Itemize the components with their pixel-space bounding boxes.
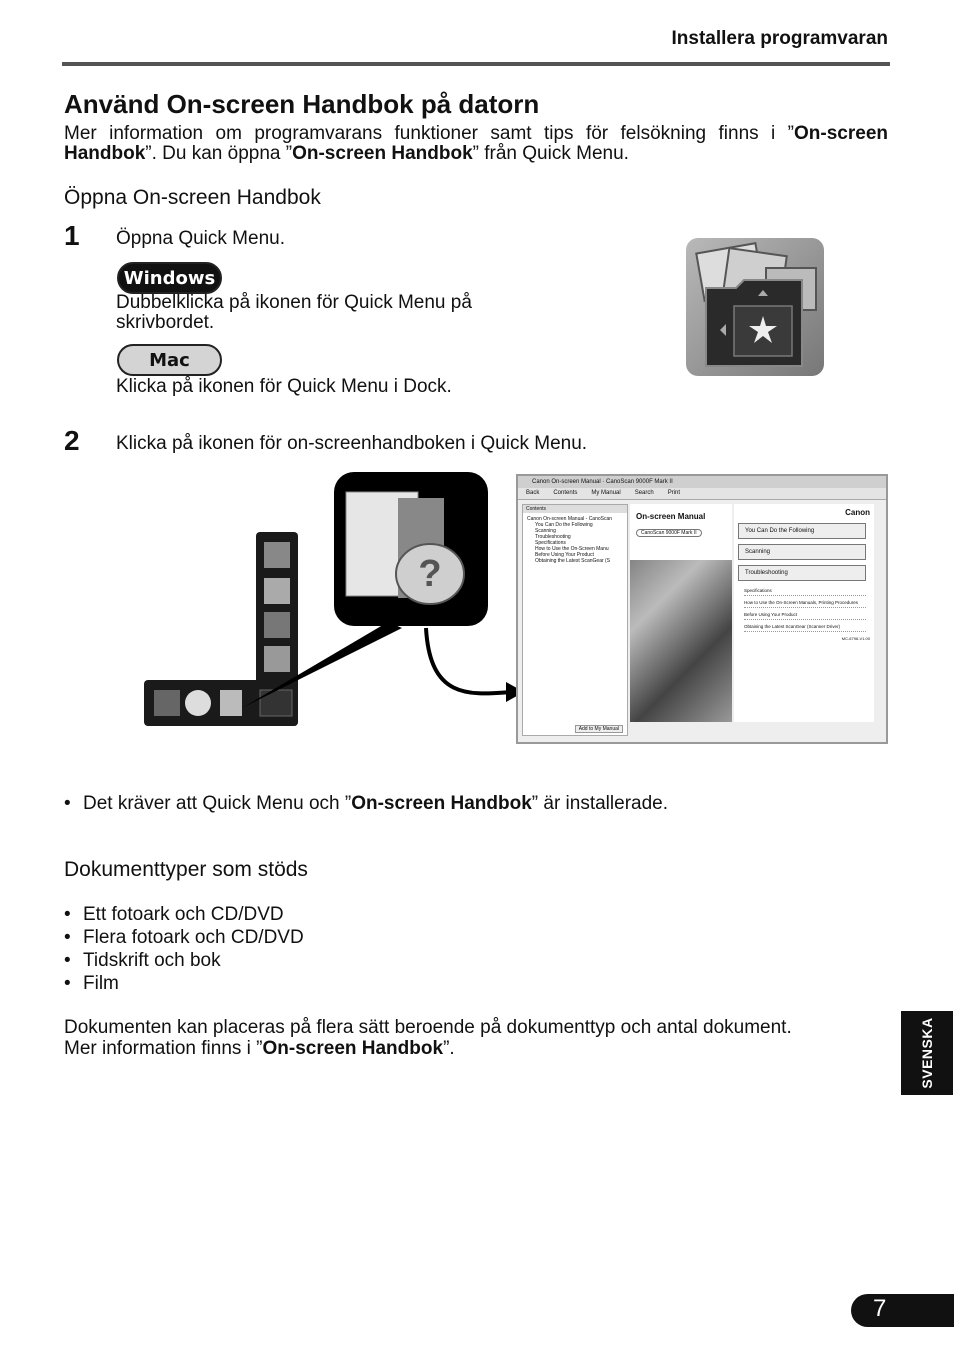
model-badge: CanoScan 9000F Mark II	[636, 529, 702, 537]
requirement-note	[64, 792, 668, 815]
toolbar-back[interactable]: Back	[526, 490, 540, 496]
manual-menu-link[interactable]: How to Use the On-Screen Manuals, Printing Procedures	[744, 598, 866, 608]
tree-item[interactable]: Obtaining the Latest ScanGear (S	[535, 558, 611, 564]
manual-window-screenshot	[516, 474, 888, 744]
doc-types-list	[64, 903, 304, 995]
tree-item[interactable]: You Can Do the Following	[535, 522, 593, 528]
tree-item[interactable]: Scanning	[535, 528, 556, 534]
quick-menu-icon	[686, 238, 824, 376]
windows-instruction: Dubbelklicka på ikonen för Quick Menu på skrivbordet.	[116, 292, 472, 333]
closing-line-2: Mer information finns i ”On-screen Handbok”.	[64, 1038, 455, 1059]
step-2-number: 2	[64, 425, 80, 456]
doc-types-heading: Dokumenttyper som stöds	[64, 858, 308, 881]
canon-logo: Canon	[845, 508, 870, 517]
manual-cover-photos	[630, 504, 732, 722]
tree-item[interactable]: How to Use the On-Screen Manu	[535, 546, 609, 552]
note-item: • Det kräver att Quick Menu och ”On-screen Handbok” är installerade.	[64, 792, 668, 815]
mac-instruction: Klicka på ikonen för Quick Menu i Dock.	[116, 376, 452, 397]
manual-menu	[734, 504, 874, 722]
manual-menu-link[interactable]: Before Using Your Product	[744, 610, 866, 620]
contents-pane	[522, 504, 628, 736]
tree-item[interactable]: Canon On-screen Manual - CanoScan	[527, 516, 613, 522]
tree-item[interactable]: Troubleshooting	[535, 534, 571, 540]
doc-type-item: • Tidskrift och bok	[64, 949, 304, 972]
svg-text:?: ?	[418, 553, 442, 595]
tree-item[interactable]: Before Using Your Product	[535, 552, 594, 558]
quick-menu-illustration	[140, 470, 520, 740]
doc-type-item: • Flera fotoark och CD/DVD	[64, 926, 304, 949]
step-2-text: Klicka på ikonen för on-screenhandboken i Quick Menu.	[116, 433, 588, 454]
manual-menu-link[interactable]: Obtaining the Latest ScanGear (Scanner Driver)	[744, 622, 866, 632]
page-number-tab: 7	[851, 1294, 954, 1327]
manual-code: MC-6796-V1.00	[841, 636, 870, 641]
step-1-number: 1	[64, 220, 80, 251]
language-side-tab: SVENSKA	[901, 1011, 953, 1095]
window-toolbar	[518, 488, 886, 500]
contents-tree	[523, 513, 627, 567]
window-title: Canon On-screen Manual · CanoScan 9000F Mark II	[518, 476, 886, 488]
step-1-text: Öppna Quick Menu.	[116, 228, 285, 249]
open-manual-heading: Öppna On-screen Handbok	[64, 186, 321, 209]
doc-type-item: • Ett fotoark och CD/DVD	[64, 903, 304, 926]
intro-paragraph: Mer information om programvarans funktioner samt tips för felsökning finns i ”On-screen Handbok”. Du kan öppna ”On-screen Handbok” från Quick Menu.	[64, 123, 888, 164]
toolbar-search[interactable]: Search	[634, 490, 654, 496]
mac-badge: Mac	[117, 344, 222, 376]
toolbar-contents[interactable]: Contents	[553, 490, 578, 496]
contents-pane-title: Contents	[523, 505, 627, 513]
manual-menu-button[interactable]: Troubleshooting	[738, 565, 866, 581]
running-header: Installera programvaran	[671, 28, 888, 49]
section-title: Använd On-screen Handbok på datorn	[64, 89, 540, 119]
manual-menu-button[interactable]: You Can Do the Following	[738, 523, 866, 539]
toolbar-print[interactable]: Print	[667, 490, 681, 496]
tree-item[interactable]: Specifications	[535, 540, 566, 546]
add-to-my-manual-button[interactable]: Add to My Manual	[575, 725, 623, 733]
manual-menu-link[interactable]: Specifications	[744, 586, 866, 596]
closing-line-1: Dokumenten kan placeras på flera sätt beroende på dokumenttyp och antal dokument.	[64, 1017, 792, 1038]
header-rule	[62, 62, 890, 66]
manual-menu-button[interactable]: Scanning	[738, 544, 866, 560]
doc-type-item: • Film	[64, 972, 304, 995]
windows-badge: Windows	[117, 262, 222, 294]
toolbar-my-manual[interactable]: My Manual	[591, 490, 621, 496]
manual-title: On-screen Manual	[636, 512, 706, 521]
